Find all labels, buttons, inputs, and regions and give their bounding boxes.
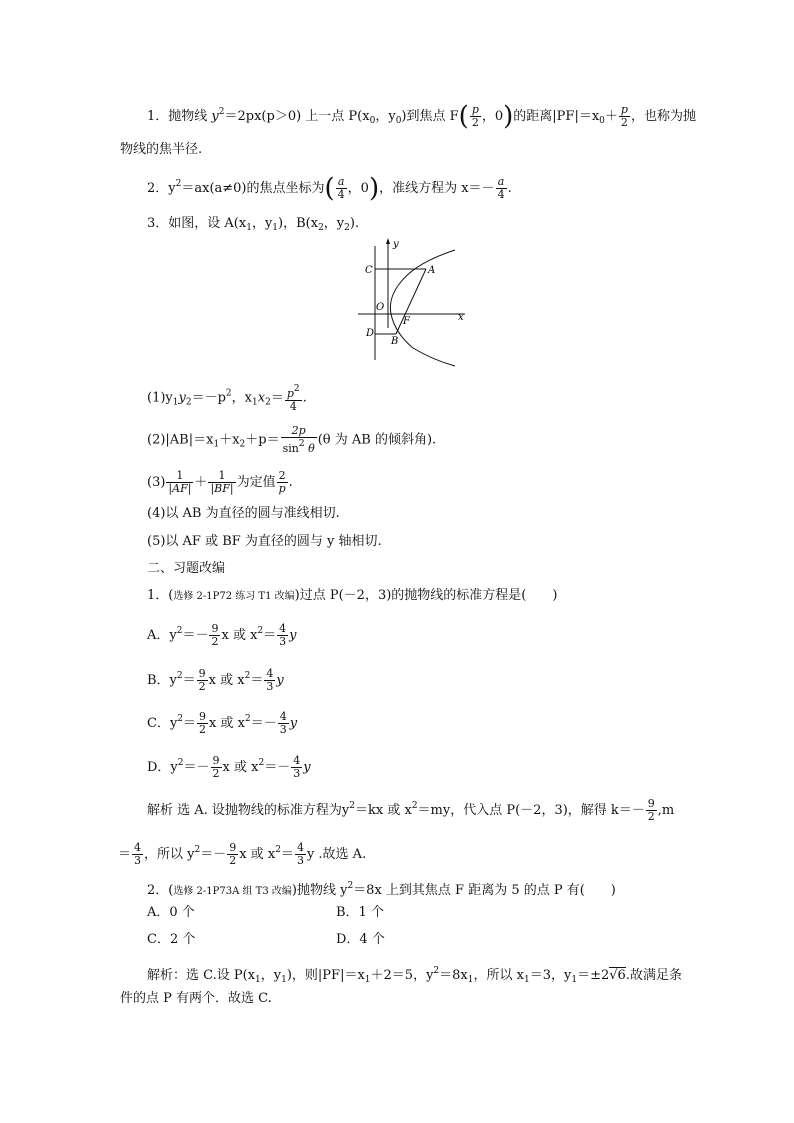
item-2: 2．$y^2=ax(a\ne 0)$的焦点坐标为( $\frac{a}{4}$ ，0)，准线方程为 x＝－ $\frac{a}{4}$ . <box>147 173 512 204</box>
option-C[interactable]: C．$y^2=$ $\frac{9}{2}$ x 或 $x^2=-$ $\frac{4}{3}$ y <box>147 710 298 736</box>
parabola-figure <box>355 238 470 370</box>
prop-5: (5)以 AF 或 BF 为直径的圆与 y 轴相切. <box>147 534 382 549</box>
prop-4: (4)以 AB 为直径的圆与准线相切. <box>147 506 340 521</box>
item-1-line1: 1．抛物线 $y^2=2px(p>0)$ 上一点 $P(x_0$，$y_0$)到焦点 F( $\frac{p}{2}$ ，0)的距离$|PF|=x_0+$ $\frac{p}{2}$ ，也称为抛 <box>147 101 696 132</box>
q2-option-D[interactable]: D．4 个 <box>336 932 385 947</box>
question-2: 2．(选修 2-1P73A 组 T3 改编)抛物线 $y^2=8x$ 上到其焦点 F 距离为 5 的点 P 有( ) <box>147 881 616 898</box>
q2-option-C[interactable]: C．2 个 <box>147 932 196 947</box>
question-1: 1．(选修 2-1P72 练习 T1 改编)过点 P(－2，3)的抛物线的标准方程是( ) <box>147 588 558 603</box>
item-3: 3．如图，设 $A(x_1$，$y_1$)，$B(x_2$，$y_2$). <box>147 216 360 233</box>
label-y: y <box>393 239 399 250</box>
prop-2: $(2)|AB|=x_1+x_2+p=$ $\frac{2p}{\sin^2 \theta}$ (θ 为 AB 的倾斜角). <box>147 424 437 455</box>
label-C: C <box>365 265 373 276</box>
solution-2-line2: 件的点 P 有两个．故选 C. <box>120 991 272 1006</box>
label-D: D <box>366 328 375 339</box>
option-A[interactable]: A．$y^2=-$ $\frac{9}{2}$ x 或 $x^2=$ $\frac{4}{3}$ y <box>147 622 297 648</box>
label-x: x <box>458 312 464 323</box>
q2-option-A[interactable]: A．0 个 <box>147 905 195 920</box>
parabola-curve <box>390 250 455 366</box>
label-A: A <box>428 265 436 276</box>
q2-option-B[interactable]: B．1 个 <box>336 905 384 920</box>
label-O: O <box>376 302 385 313</box>
section-heading: 二、习题改编 <box>147 561 226 576</box>
chord-AB <box>396 269 426 334</box>
prop-1: $(1)y_1y_2=-p^2$，$x_1x_2=$ $\frac{p^2}{4}$ . <box>147 384 307 413</box>
option-D[interactable]: D．$y^2=-$ $\frac{9}{2}$ x 或 $x^2=-$ $\frac{4}{3}$ y <box>147 754 311 780</box>
label-B: B <box>391 336 399 347</box>
label-F: F <box>403 316 410 327</box>
prop-3: (3) $\frac{1}{|AF|}$ ＋ $\frac{1}{|BF|}$ 为定值 $\frac{2}{p}$ . <box>147 469 293 495</box>
solution-2-line1: 解析：选 C.设 $P(x_1$，$y_1$)，则$|PF|=x_1+2=5$，$y^2=8x_1$，所以 $x_1=3$，$y_1=\pm 2√6$.故满足条 <box>147 966 682 985</box>
solution-1-line1: 解析 选 A. 设抛物线的标准方程为$y^2=kx$ 或 $x^2=my$，代入点 P(－2，3)，解得 k＝－ $\frac{9}{2}$ ,m <box>147 797 675 823</box>
item-1-line2: 物线的焦半径. <box>120 142 203 157</box>
option-B[interactable]: B．$y^2=$ $\frac{9}{2}$ x 或 $x^2=$ $\frac{4}{3}$ y <box>147 667 284 693</box>
solution-1-line2: ＝ $\frac{4}{3}$ ，所以 $y^2=-$ $\frac{9}{2}$ x 或 $x^2=$ $\frac{4}{3}$ y .故选 A. <box>118 841 367 867</box>
